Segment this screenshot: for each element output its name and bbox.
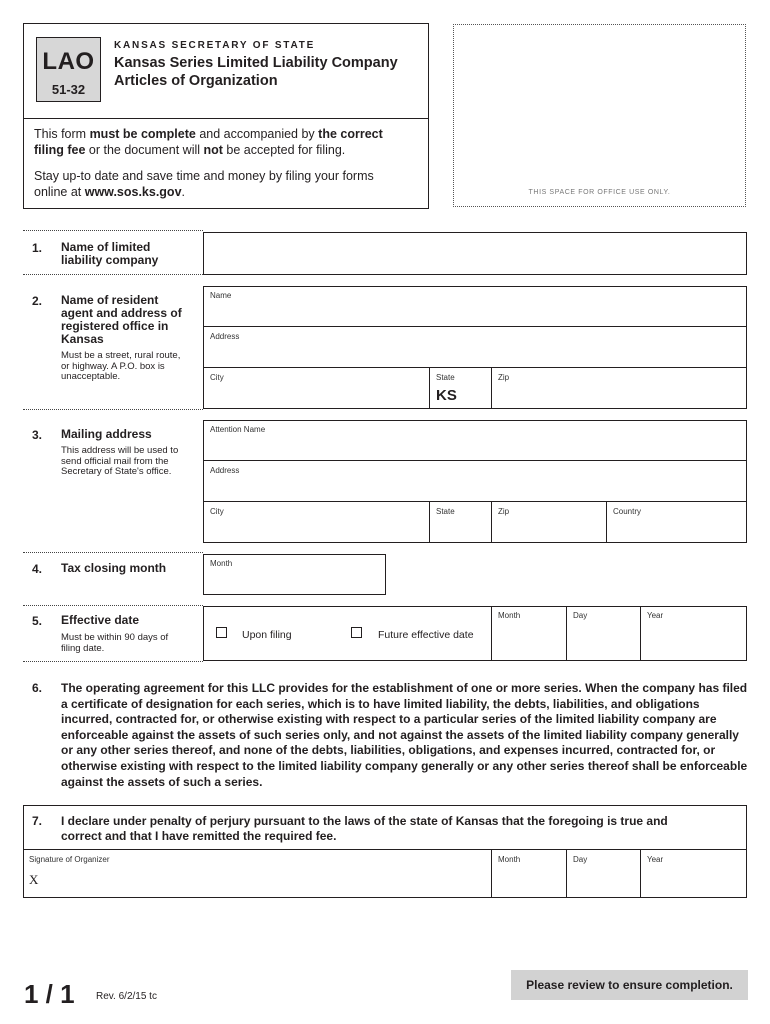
section-2-note-line3: unacceptable. <box>61 371 121 382</box>
page-number: 1 / 1 <box>24 979 75 1009</box>
emphasis-text: the correct <box>318 127 383 141</box>
effective-year-input[interactable] <box>641 622 746 660</box>
office-use-label: THIS SPACE FOR OFFICE USE ONLY. <box>528 189 671 196</box>
section-divider <box>23 605 203 606</box>
section-2-note-line2: or highway. A P.O. box is <box>61 360 165 372</box>
field-divider <box>203 326 747 327</box>
section-1-label-line1: Name of limited <box>61 240 151 254</box>
series-statement: The operating agreement for this LLC provides for the establishment of one or more series. When the company has filed a certificate of designation for each series, which is to have limited liability, the debts, liabilities, and obligations incurred, contracted for, or otherwise existing with respect to a particular series of the limited liability company are enforceable against the assets of such series only, and not against the assets of the limited liability company generally or any other series thereof, and none of the debts, liabilities, obligations, and expenses incurred, contracted for, or otherwise existing with respect to the limited liability company generally or any other series thereof shall be enforceable against the assets of such a series. <box>61 681 748 789</box>
form-title-line1: Kansas Series Limited Liability Company <box>114 55 398 71</box>
tax-month-label: Month <box>210 559 233 568</box>
signature-month-label: Month <box>498 855 521 864</box>
effective-month-input[interactable] <box>492 622 565 660</box>
section-4-number: 4. <box>32 562 43 576</box>
mailing-city-input[interactable] <box>204 516 428 542</box>
form-code: LAO <box>42 48 95 75</box>
agent-address-input[interactable] <box>204 341 746 366</box>
section-divider <box>23 230 203 231</box>
agent-state-value: KS <box>436 387 457 404</box>
signature-x-mark: X <box>29 872 39 887</box>
emphasis-text: filing fee <box>34 143 86 157</box>
section-4-label: Tax closing month <box>61 561 167 575</box>
signature-label: Signature of Organizer <box>29 855 110 864</box>
mailing-city-label: City <box>210 507 224 516</box>
mailing-zip-label: Zip <box>498 507 510 516</box>
form-title-line2: Articles of Organization <box>114 73 278 89</box>
section-1-label <box>61 241 158 267</box>
agent-city-input[interactable] <box>204 382 428 408</box>
review-notice: Please review to ensure completion. <box>511 970 748 1000</box>
section-2-label-line4: Kansas <box>61 332 104 346</box>
body-text: This form <box>34 127 90 141</box>
agency-name: KANSAS SECRETARY OF STATE <box>114 40 316 51</box>
intro-line-4 <box>34 184 185 200</box>
future-date-label: Future effective date <box>378 629 474 641</box>
signature-year-input[interactable] <box>641 864 746 897</box>
body-text: or the document will <box>85 143 204 157</box>
form-number: 51-32 <box>51 82 86 97</box>
body-text: and accompanied by <box>195 127 319 141</box>
body-text: . <box>181 185 186 199</box>
upon-filing-label: Upon filing <box>242 629 292 641</box>
field-divider <box>203 367 747 368</box>
section-3-note-line1: This address will be used to <box>61 445 179 456</box>
form-title <box>114 54 398 90</box>
field-divider <box>203 460 747 461</box>
section-2-note <box>61 351 180 383</box>
section-5-note-line1: Must be within 90 days of <box>61 632 169 643</box>
mailing-attention-label: Attention Name <box>210 425 266 434</box>
section-2-label <box>61 294 182 346</box>
agent-address-label: Address <box>210 332 240 341</box>
mailing-address-label: Address <box>210 466 240 475</box>
body-text: Stay up-to date and save time and money by filing your forms <box>34 169 374 183</box>
effective-day-input[interactable] <box>567 622 639 660</box>
intro-line-2 <box>34 142 345 158</box>
section-3-label: Mailing address <box>61 427 152 441</box>
field-divider <box>429 367 430 409</box>
mailing-state-input[interactable] <box>430 516 490 542</box>
section-2-label-line3: registered office in <box>61 319 169 333</box>
section-5-number: 5. <box>32 614 43 628</box>
effective-month-label: Month <box>498 611 521 620</box>
section-divider <box>23 409 203 410</box>
effective-year-label: Year <box>647 611 664 620</box>
upon-filing-checkbox[interactable] <box>216 627 227 638</box>
mailing-country-input[interactable] <box>607 516 746 542</box>
section-divider <box>23 552 203 553</box>
declaration-text-line1: I declare under penalty of perjury pursuant to the laws of the state of Kansas that the foregoing is true and <box>61 814 668 828</box>
signature-input[interactable] <box>44 864 490 897</box>
intro-line-1 <box>34 126 383 142</box>
section-6-number: 6. <box>32 681 43 695</box>
section-divider <box>23 274 203 275</box>
mailing-address-input[interactable] <box>204 475 746 500</box>
agent-city-label: City <box>210 373 224 382</box>
revision-date: Rev. 6/2/15 tc <box>96 991 157 1002</box>
form-code-badge <box>36 37 101 102</box>
emphasis-text: www.sos.ks.gov <box>84 185 182 199</box>
header-divider <box>24 118 428 119</box>
signature-day-input[interactable] <box>567 864 639 897</box>
field-divider <box>23 849 747 850</box>
section-3-note-line2: send official mail from the <box>61 455 169 467</box>
section-5-label: Effective date <box>61 613 140 627</box>
declaration-text <box>61 814 668 844</box>
section-1-number: 1. <box>32 241 43 255</box>
emphasis-text: must be complete <box>89 127 196 141</box>
body-text: online at <box>34 185 85 199</box>
agent-state-label: State <box>436 373 455 382</box>
section-divider <box>23 661 203 662</box>
section-2-label-line1: Name of resident <box>61 293 159 307</box>
section-3-number: 3. <box>32 428 43 442</box>
section-3-note <box>61 446 178 478</box>
section-3-note-line3: Secretary of State's office. <box>61 466 172 477</box>
section-7-number: 7. <box>32 814 43 828</box>
signature-year-label: Year <box>647 855 664 864</box>
field-divider <box>203 501 747 502</box>
section-5-note-line2: filing date. <box>61 642 105 654</box>
llc-name-field[interactable] <box>203 232 747 275</box>
agent-zip-label: Zip <box>498 373 510 382</box>
emphasis-text: not <box>203 143 223 157</box>
mailing-attention-input[interactable] <box>204 434 746 459</box>
section-1-label-line2: liability company <box>61 253 159 267</box>
signature-month-input[interactable] <box>492 864 565 897</box>
office-use-area <box>453 24 746 207</box>
intro-line-3 <box>34 168 374 184</box>
section-2-note-line1: Must be a street, rural route, <box>61 350 181 361</box>
future-date-checkbox[interactable] <box>351 627 362 638</box>
section-5-note <box>61 633 168 654</box>
mailing-zip-input[interactable] <box>492 516 605 542</box>
mailing-state-label: State <box>436 507 455 516</box>
effective-day-label: Day <box>573 611 588 620</box>
declaration-text-line2: correct and that I have remitted the required fee. <box>61 829 337 843</box>
body-text: be accepted for filing. <box>222 143 346 157</box>
section-2-number: 2. <box>32 294 43 308</box>
agent-zip-input[interactable] <box>492 382 746 408</box>
agent-name-input[interactable] <box>204 300 746 325</box>
agent-name-label: Name <box>210 291 232 300</box>
mailing-country-label: Country <box>613 507 642 516</box>
signature-day-label: Day <box>573 855 588 864</box>
section-2-label-line2: agent and address of <box>61 306 182 320</box>
